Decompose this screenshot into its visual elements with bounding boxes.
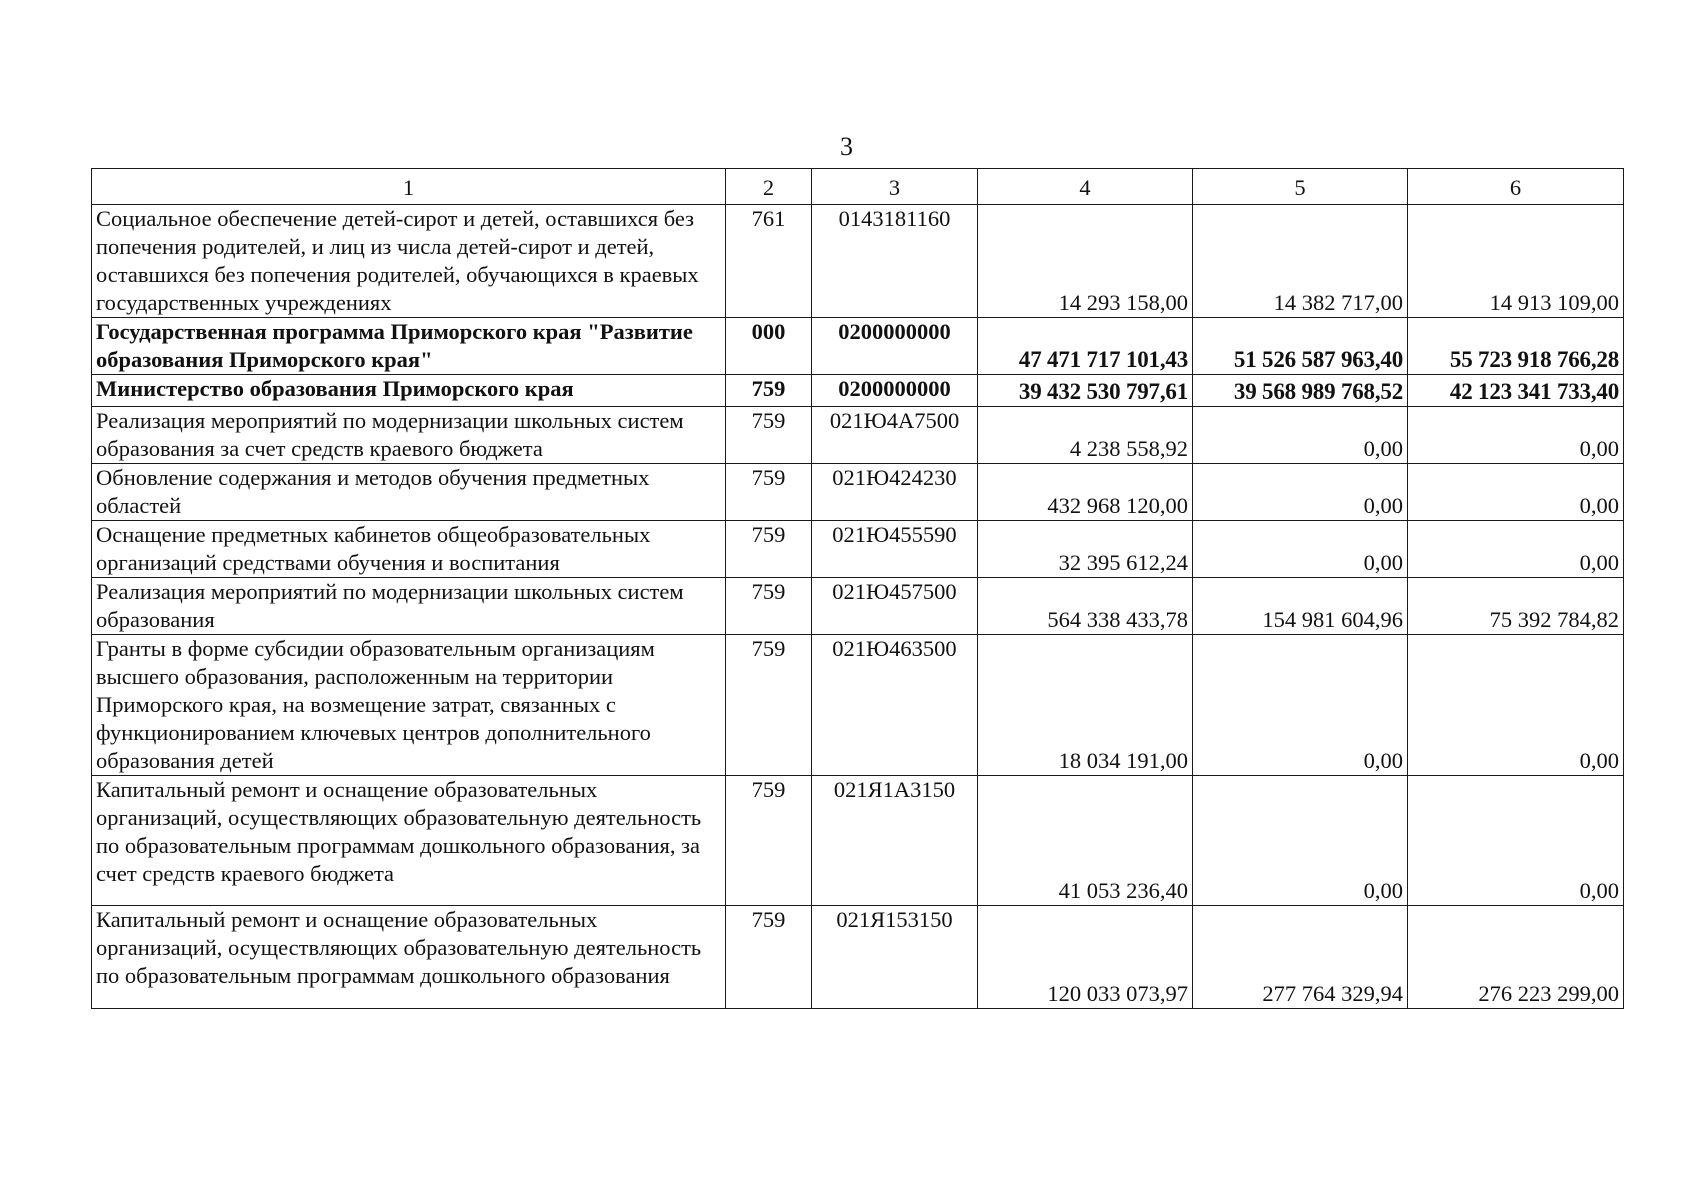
target-code-cell: 021Я153150: [812, 906, 978, 1009]
table-row: [92, 407, 1624, 464]
ministry-code-cell: 759: [726, 521, 812, 578]
ministry-code-cell: 759: [726, 407, 812, 464]
amount-col5-cell: 154 981 604,96: [1193, 578, 1408, 635]
amount-col6-cell: 0,00: [1408, 776, 1624, 906]
table-row: [92, 578, 1624, 635]
column-header-6: 6: [1408, 169, 1624, 205]
amount-col4-cell: 18 034 191,00: [978, 635, 1193, 776]
row-name-cell: Реализация мероприятий по модернизации школьных систем образования: [92, 578, 726, 635]
amount-col4-cell: 14 293 158,00: [978, 205, 1193, 318]
amount-col4-cell: 47 471 717 101,43: [978, 318, 1193, 375]
row-name-cell: Оснащение предметных кабинетов общеобразовательных организаций средствами обучения и воспитания: [92, 521, 726, 578]
table-row: [92, 521, 1624, 578]
table-row: [92, 776, 1624, 906]
amount-col4-cell: 41 053 236,40: [978, 776, 1193, 906]
column-header-1: 1: [92, 169, 726, 205]
row-name-cell: Социальное обеспечение детей-сирот и детей, оставшихся без попечения родителей, и лиц из числа детей-сирот и детей, оставшихся без попечения родителей, обучающихся в краевых государственных учреждениях: [92, 205, 726, 318]
column-header-2: 2: [726, 169, 812, 205]
ministry-code-cell: 759: [726, 375, 812, 407]
amount-col5-cell: 51 526 587 963,40: [1193, 318, 1408, 375]
amount-col4-cell: 39 432 530 797,61: [978, 375, 1193, 407]
row-name-cell: Обновление содержания и методов обучения предметных областей: [92, 464, 726, 521]
amount-col4-cell: 4 238 558,92: [978, 407, 1193, 464]
amount-col6-cell: 0,00: [1408, 464, 1624, 521]
amount-col6-cell: 276 223 299,00: [1408, 906, 1624, 1009]
amount-col6-cell: 75 392 784,82: [1408, 578, 1624, 635]
amount-col4-cell: 564 338 433,78: [978, 578, 1193, 635]
amount-col6-cell: 42 123 341 733,40: [1408, 375, 1624, 407]
column-header-5: 5: [1193, 169, 1408, 205]
row-name-cell: Государственная программа Приморского края "Развитие образования Приморского края": [92, 318, 726, 375]
amount-col4-cell: 432 968 120,00: [978, 464, 1193, 521]
row-name-cell: Реализация мероприятий по модернизации школьных систем образования за счет средств краевого бюджета: [92, 407, 726, 464]
amount-col5-cell: 14 382 717,00: [1193, 205, 1408, 318]
table-row: [92, 375, 1624, 407]
amount-col6-cell: 0,00: [1408, 407, 1624, 464]
ministry-code-cell: 759: [726, 906, 812, 1009]
column-header-4: 4: [978, 169, 1193, 205]
ministry-code-cell: 761: [726, 205, 812, 318]
amount-col6-cell: 14 913 109,00: [1408, 205, 1624, 318]
target-code-cell: 0200000000: [812, 318, 978, 375]
budget-table: [91, 168, 1624, 1009]
target-code-cell: 021Ю4А7500: [812, 407, 978, 464]
amount-col5-cell: 39 568 989 768,52: [1193, 375, 1408, 407]
ministry-code-cell: 759: [726, 578, 812, 635]
table-row: [92, 906, 1624, 1009]
amount-col5-cell: 0,00: [1193, 635, 1408, 776]
amount-col5-cell: 0,00: [1193, 521, 1408, 578]
column-header-3: 3: [812, 169, 978, 205]
row-name-cell: Капитальный ремонт и оснащение образовательных организаций, осуществляющих образовательную деятельность по образовательным программам дошкольного образования, за счет средств краевого бюджета: [92, 776, 726, 906]
ministry-code-cell: 759: [726, 464, 812, 521]
table-row: [92, 318, 1624, 375]
target-code-cell: 0200000000: [812, 375, 978, 407]
ministry-code-cell: 759: [726, 635, 812, 776]
column-number-header-row: [92, 169, 1624, 205]
row-name-cell: Гранты в форме субсидии образовательным организациям высшего образования, расположенным на территории Приморского края, на возмещение затрат, связанных с функционированием ключевых центров дополнительного образования детей: [92, 635, 726, 776]
amount-col6-cell: 0,00: [1408, 521, 1624, 578]
page-number: 3: [840, 132, 853, 161]
target-code-cell: 021Ю455590: [812, 521, 978, 578]
ministry-code-cell: 000: [726, 318, 812, 375]
amount-col4-cell: 120 033 073,97: [978, 906, 1193, 1009]
amount-col5-cell: 277 764 329,94: [1193, 906, 1408, 1009]
table-row: [92, 464, 1624, 521]
target-code-cell: 021Ю424230: [812, 464, 978, 521]
table-row: [92, 635, 1624, 776]
amount-col6-cell: 55 723 918 766,28: [1408, 318, 1624, 375]
target-code-cell: 021Ю457500: [812, 578, 978, 635]
amount-col5-cell: 0,00: [1193, 407, 1408, 464]
amount-col5-cell: 0,00: [1193, 776, 1408, 906]
row-name-cell: Капитальный ремонт и оснащение образовательных организаций, осуществляющих образовательную деятельность по образовательным программам дошкольного образования: [92, 906, 726, 1009]
amount-col6-cell: 0,00: [1408, 635, 1624, 776]
target-code-cell: 0143181160: [812, 205, 978, 318]
target-code-cell: 021Я1А3150: [812, 776, 978, 906]
table-row: [92, 205, 1624, 318]
ministry-code-cell: 759: [726, 776, 812, 906]
target-code-cell: 021Ю463500: [812, 635, 978, 776]
amount-col5-cell: 0,00: [1193, 464, 1408, 521]
amount-col4-cell: 32 395 612,24: [978, 521, 1193, 578]
row-name-cell: Министерство образования Приморского края: [92, 375, 726, 407]
